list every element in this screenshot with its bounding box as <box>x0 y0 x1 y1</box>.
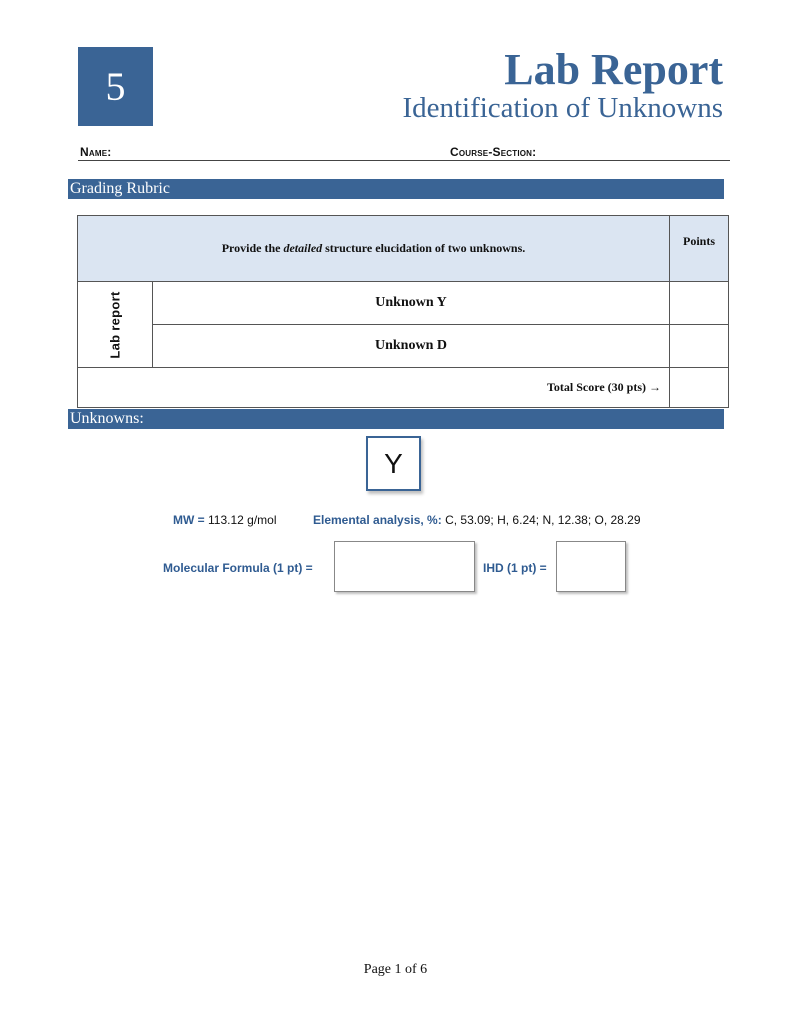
name-line-divider <box>78 160 730 161</box>
instruction-suffix: structure elucidation of two unknowns. <box>322 241 526 255</box>
chapter-number-badge: 5 <box>78 47 153 126</box>
molecular-weight <box>173 513 277 527</box>
page-number: Page 1 of 6 <box>363 962 428 977</box>
molecular-formula-answer-box[interactable] <box>334 541 475 592</box>
unknown-d-label: Unknown D <box>375 338 447 353</box>
unknown-y-label: Unknown Y <box>375 295 447 310</box>
grading-rubric-table <box>77 215 729 408</box>
unknown-y-points-cell[interactable] <box>670 282 729 325</box>
instruction-prefix: Provide the <box>221 241 284 255</box>
rubric-instruction <box>78 216 670 282</box>
course-section-label: Course-Section: <box>450 145 537 159</box>
elemental-label: Elemental analysis, %: <box>313 513 442 527</box>
total-row <box>78 368 729 408</box>
elemental-analysis <box>313 513 641 527</box>
unknown-y-cell <box>153 282 670 325</box>
ihd-answer-box[interactable] <box>556 541 626 592</box>
rubric-header-row <box>78 216 729 282</box>
total-score-cell[interactable] <box>670 368 729 408</box>
unknown-letter-box: Y <box>366 436 421 491</box>
points-header <box>670 216 729 282</box>
unknown-d-points-cell[interactable] <box>670 325 729 368</box>
ihd-label: IHD (1 pt) = <box>483 561 547 575</box>
total-score-label: Total Score (30 pts) → <box>78 368 670 408</box>
mw-label: MW = <box>173 513 205 527</box>
report-subtitle: Identification of Unknowns <box>402 92 723 124</box>
elemental-value: C, 53.09; H, 6.24; N, 12.38; O, 28.29 <box>441 513 641 527</box>
points-header-label: Points <box>682 234 715 248</box>
unknowns-header: Unknowns: <box>68 409 724 429</box>
lab-report-side-label: Lab report <box>107 290 123 359</box>
instruction-emphasis: detailed <box>283 241 323 255</box>
grading-rubric-header: Grading Rubric <box>68 179 724 199</box>
name-label: Name: <box>80 145 112 159</box>
unknown-d-cell <box>153 325 670 368</box>
report-title: Lab Report <box>504 45 723 94</box>
table-row <box>78 282 729 325</box>
lab-report-side-cell <box>78 282 153 368</box>
molecular-formula-label: Molecular Formula (1 pt) = <box>163 561 313 575</box>
mw-value: 113.12 g/mol <box>204 513 277 527</box>
table-row <box>78 325 729 368</box>
